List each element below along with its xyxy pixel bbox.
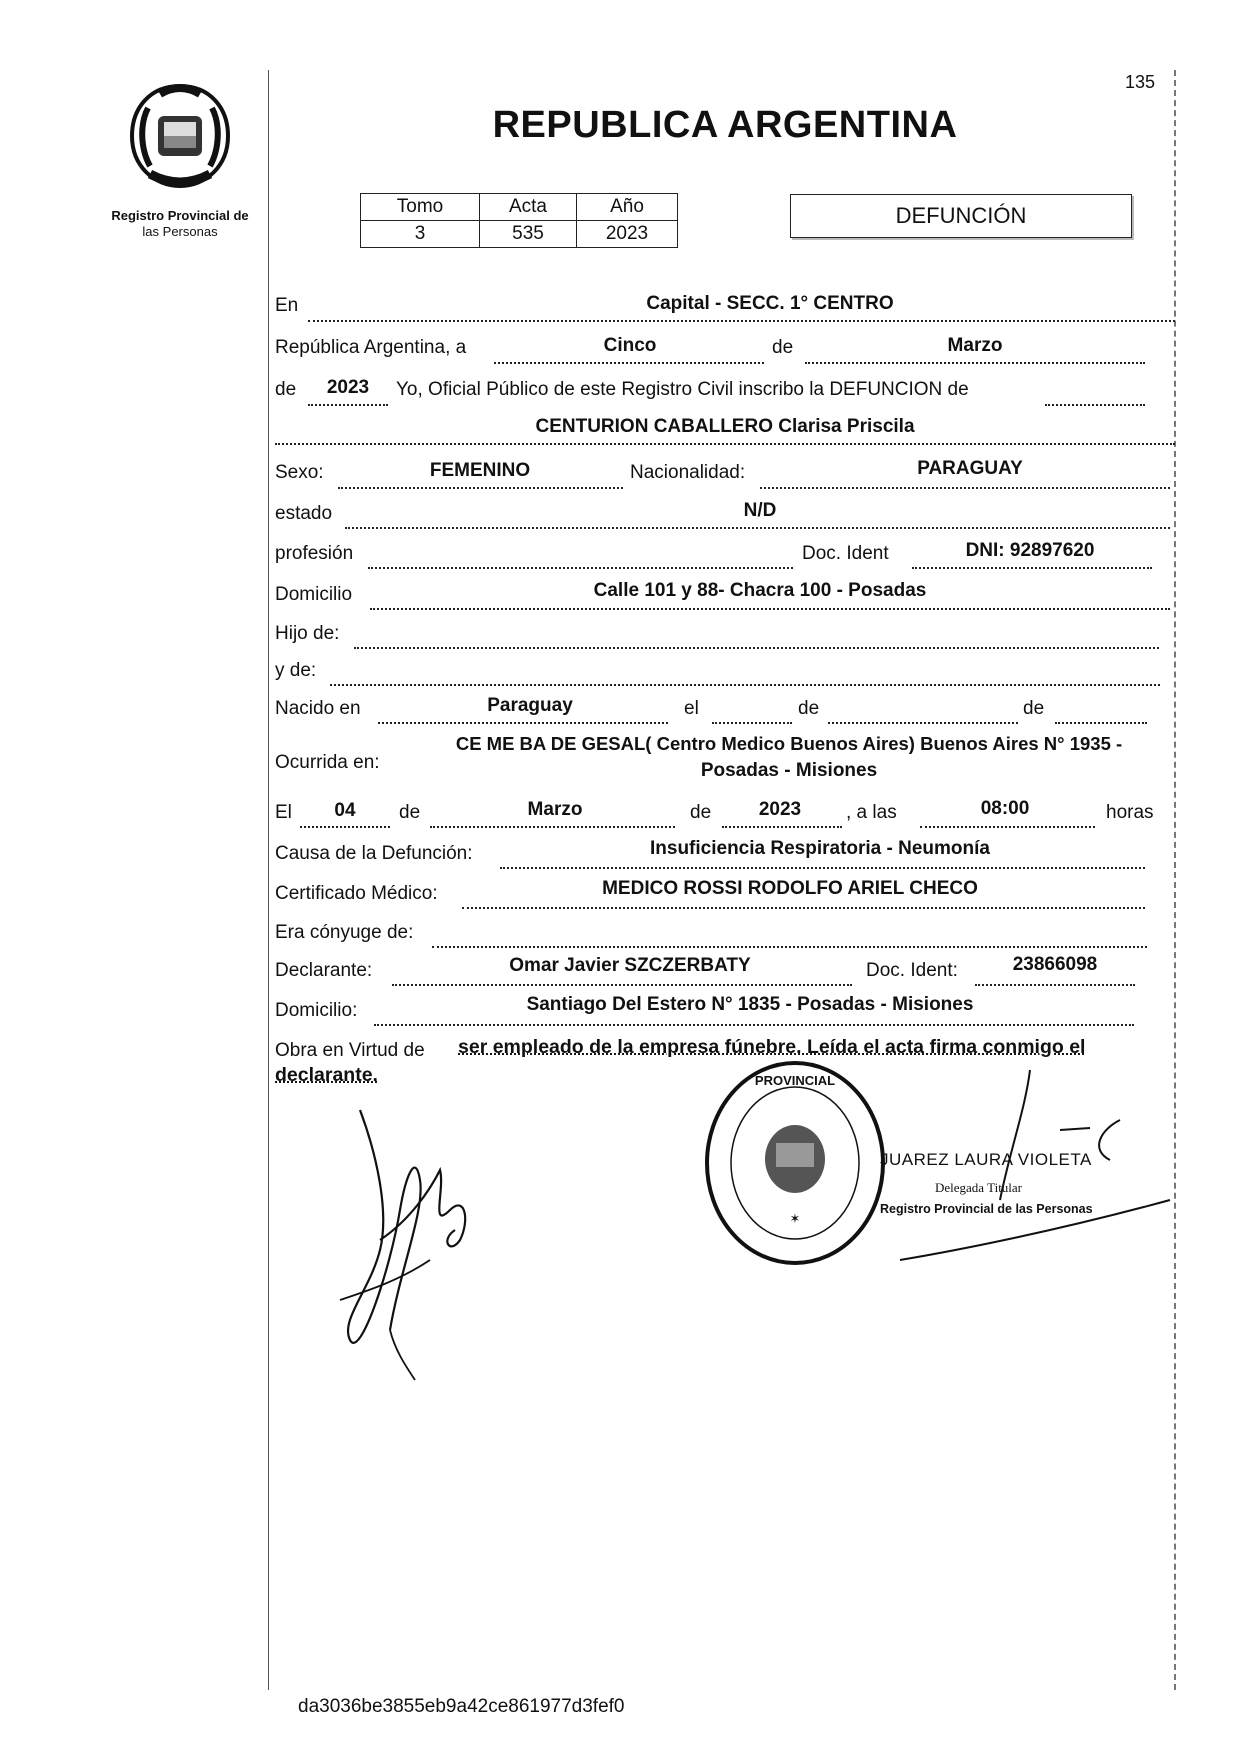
dots-en [308, 320, 1175, 322]
dots-sexo [338, 487, 623, 489]
svg-text:✶: ✶ [789, 1211, 801, 1226]
label-causa: Causa de la Defunción: [275, 843, 473, 864]
registry-value-row [361, 221, 678, 248]
dots-yo [1045, 404, 1145, 406]
dots-y-de [330, 684, 1160, 686]
dots-declarante-line [392, 984, 852, 986]
field-fecha-dia: 04 [334, 800, 356, 821]
field-declarante: Omar Javier SZCZERBATY [509, 955, 751, 976]
label-conyuge: Era cónyuge de: [275, 922, 414, 943]
label-horas: horas [1106, 802, 1154, 823]
label-estado: estado [275, 503, 333, 524]
dots-hijo-de [354, 647, 1159, 649]
dots-nacido-en [378, 722, 668, 724]
label-nacido-de2: de [1023, 698, 1045, 719]
dots-fecha-dia [300, 826, 390, 828]
svg-text:PROVINCIAL: PROVINCIAL [754, 1073, 836, 1088]
field-causa: Insuficiencia Respiratoria - Neumonía [650, 838, 990, 859]
registry-value-anio: 2023 [577, 221, 678, 248]
label-nacionalidad: Nacionalidad: [630, 462, 746, 483]
label-domicilio: Domicilio [275, 584, 353, 605]
dots-mes [805, 362, 1145, 364]
registry-header-tomo: Tomo [361, 194, 480, 221]
dots-profesion [368, 567, 793, 569]
province-seal-icon [120, 78, 240, 193]
field-nacido-en: Paraguay [487, 695, 573, 716]
left-margin-line [268, 70, 269, 1690]
label-a-las: , a las [846, 802, 897, 823]
declarant-signature-icon [320, 1090, 490, 1390]
dots-anio [308, 404, 388, 406]
field-estado: N/D [743, 500, 777, 521]
field-obra-line1: ser empleado de la empresa fúnebre. Leída el acta firma conmigo el [458, 1036, 1086, 1058]
field-declarante-doc: 23866098 [1012, 954, 1098, 975]
dots-nacido-el [712, 722, 792, 724]
registry-office-line2: las Personas [142, 224, 218, 239]
dots-domicilio-declarante [374, 1024, 1134, 1026]
field-domicilio: Calle 101 y 88- Chacra 100 - Posadas [593, 580, 927, 601]
dots-nacionalidad [760, 487, 1170, 489]
label-certificado: Certificado Médico: [275, 883, 438, 904]
label-ocurrida-en: Ocurrida en: [275, 752, 380, 773]
registry-header-acta: Acta [480, 194, 577, 221]
right-margin-line [1174, 70, 1176, 1690]
dots-certificado [462, 907, 1145, 909]
label-nacido-en: Nacido en [275, 698, 361, 719]
label-nacido-de1: de [798, 698, 820, 719]
registry-office-line1: Registro Provincial de [111, 208, 249, 223]
field-lugar: Capital - SECC. 1° CENTRO [646, 293, 894, 314]
label-el: El [275, 802, 292, 823]
label-profesion: profesión [275, 543, 354, 564]
official-role: Delegada Titular [935, 1180, 1023, 1195]
dots-conyuge-line [432, 946, 1147, 948]
label-declarante-doc: Doc. Ident: [866, 960, 958, 981]
label-de-mes: de [772, 337, 794, 358]
label-republica: República Argentina, a [275, 337, 467, 358]
label-yo-oficial: Yo, Oficial Público de este Registro Civil inscribo la DEFUNCION de [396, 379, 969, 400]
document-type-label: DEFUNCIÓN [895, 203, 1027, 228]
field-anio: 2023 [326, 377, 370, 398]
label-el-de2: de [690, 802, 712, 823]
label-nacido-el: el [684, 698, 699, 719]
field-obra-line2: declarante. [275, 1064, 378, 1086]
page-number: 135 [1125, 72, 1156, 92]
label-domicilio-declarante: Domicilio: [275, 1000, 358, 1021]
label-hijo-de: Hijo de: [275, 623, 340, 644]
field-ocurrida-line1: CE ME BA DE GESAL( Centro Medico Buenos Aires) Buenos Aires N° 1935 - [455, 733, 1123, 754]
officer-signature-icon [860, 1060, 1180, 1280]
official-name: JUAREZ LAURA VIOLETA [880, 1150, 1092, 1169]
dots-fecha-mes [430, 826, 675, 828]
registry-header-anio: Año [577, 194, 678, 221]
field-fecha-anio: 2023 [758, 799, 802, 820]
label-el-de1: de [399, 802, 421, 823]
field-sexo: FEMENINO [429, 460, 531, 481]
document-type-box [790, 194, 1132, 238]
dots-nacido-de1 [828, 722, 1018, 724]
field-nombre: CENTURION CABALLERO Clarisa Priscila [535, 416, 915, 437]
label-sexo: Sexo: [275, 462, 324, 483]
field-hora: 08:00 [980, 798, 1030, 819]
dots-estado [345, 527, 1170, 529]
label-doc-ident: Doc. Ident [802, 543, 889, 564]
field-fecha-mes: Marzo [527, 799, 583, 820]
registry-value-acta: 535 [480, 221, 577, 248]
field-doc-ident: DNI: 92897620 [965, 540, 1095, 561]
registry-header-row [361, 194, 678, 221]
dots-hora [920, 826, 1095, 828]
dots-doc-ident [912, 567, 1152, 569]
dots-nombre [275, 443, 1175, 445]
registry-table [360, 193, 678, 248]
field-ocurrida-line2: Posadas - Misiones [700, 760, 878, 781]
dots-fecha-anio [722, 826, 842, 828]
dots-declarante-doc [975, 984, 1135, 986]
label-obra: Obra en Virtud de [275, 1040, 425, 1061]
registry-value-tomo: 3 [361, 221, 480, 248]
label-declarante: Declarante: [275, 960, 373, 981]
label-en: En [275, 295, 299, 316]
label-y-de: y de: [275, 660, 317, 681]
label-de-anio: de [275, 379, 297, 400]
dots-causa [500, 867, 1145, 869]
dots-domicilio [370, 608, 1170, 610]
dots-nacido-de2 [1055, 722, 1147, 724]
field-nacionalidad: PARAGUAY [917, 458, 1023, 479]
field-declarante-domicilio: Santiago Del Estero N° 1835 - Posadas - Misiones [526, 994, 974, 1015]
dots-dia [494, 362, 764, 364]
document-hash: da3036be3855eb9a42ce861977d3fef0 [298, 1696, 625, 1717]
field-dia-letras: Cinco [603, 335, 657, 356]
page-title: REPUBLICA ARGENTINA [492, 104, 958, 146]
official-office: Registro Provincial de las Personas [880, 1202, 1093, 1216]
field-certificado: MEDICO ROSSI RODOLFO ARIEL CHECO [602, 878, 978, 899]
field-mes: Marzo [947, 335, 1003, 356]
